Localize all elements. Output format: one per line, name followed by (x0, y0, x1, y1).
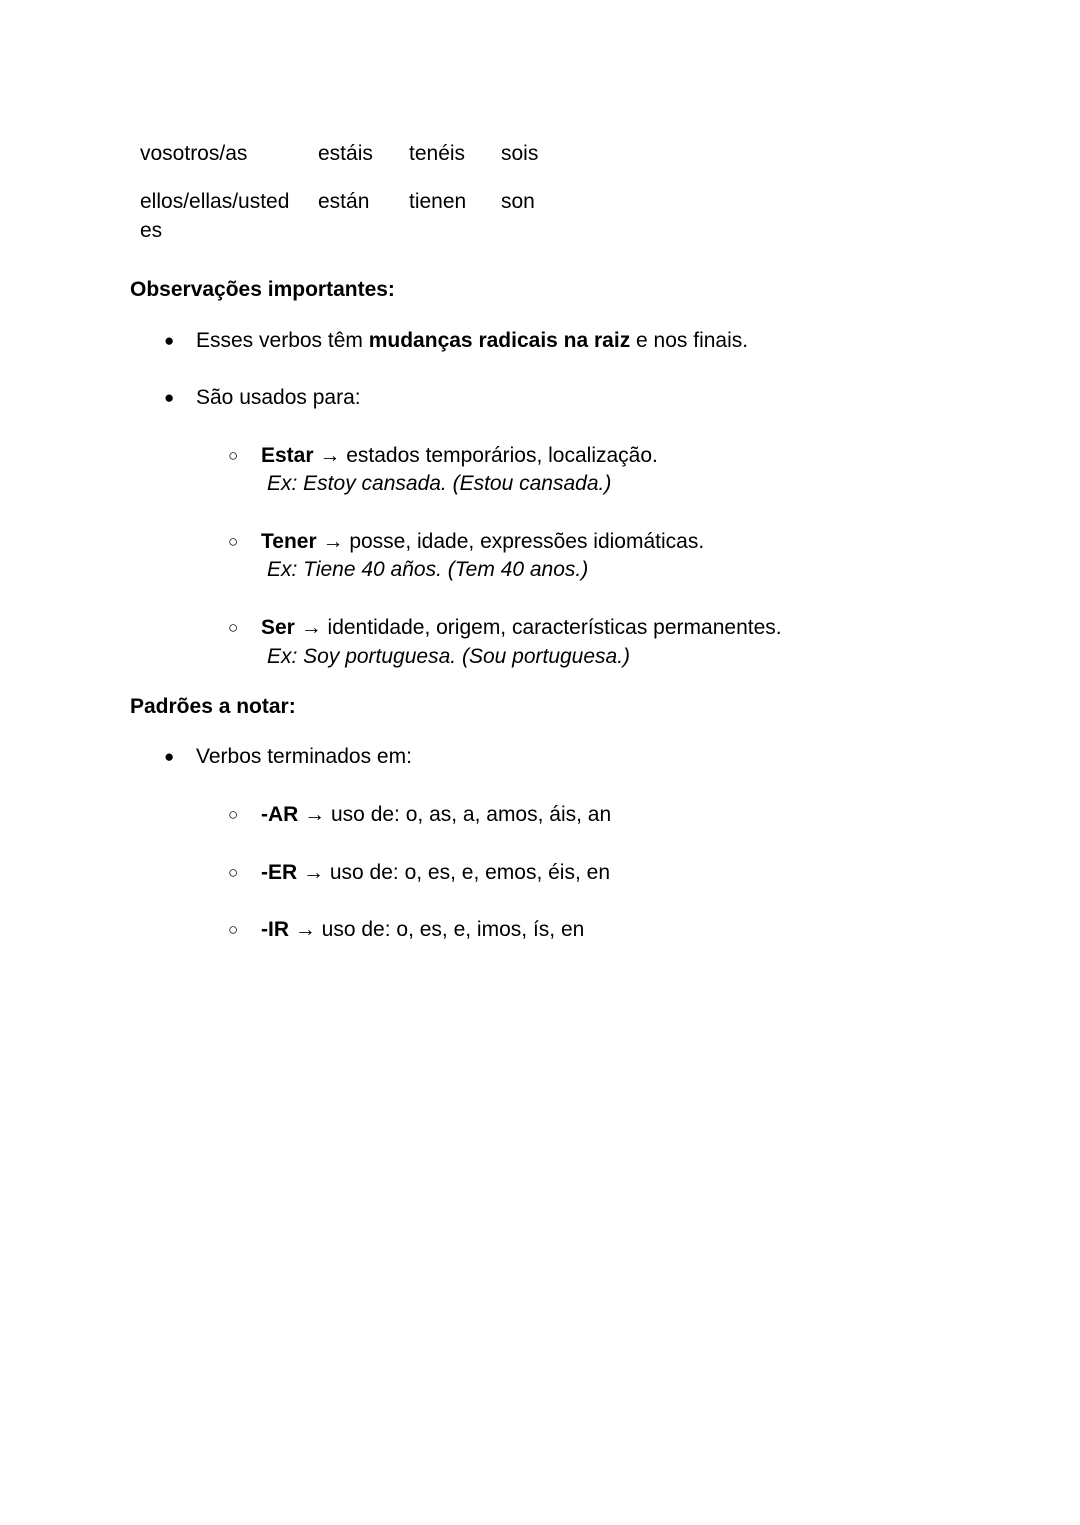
hollow-bullet-icon: ○ (228, 805, 239, 824)
arrow-glyph: → (298, 803, 331, 826)
subitem-tener (261, 527, 704, 556)
ending-ar (261, 800, 611, 829)
arrow-glyph: → (316, 530, 350, 553)
bullet-icon: ● (164, 747, 175, 766)
ending-label: -IR (261, 918, 289, 941)
pronoun-cell: ellos/ellas/usted (140, 190, 290, 213)
ending-er (261, 858, 610, 887)
hollow-bullet-icon: ○ (228, 920, 239, 939)
padroes-heading: Padrões a notar: (130, 695, 296, 718)
verb-label: Estar (261, 444, 314, 467)
ending-label: -ER (261, 861, 298, 884)
example-ser (267, 642, 630, 671)
observacoes-bullet-2: São usados para: (196, 386, 361, 409)
arrow-glyph: → (289, 918, 322, 941)
ending-description: uso de: o, es, e, imos, ís, en (321, 918, 585, 941)
hollow-bullet-icon: ○ (228, 446, 239, 465)
tener-cell: tenéis (409, 142, 466, 165)
pronoun-cell-wrap: es (140, 219, 163, 242)
ser-cell: sois (501, 142, 539, 165)
text-run: e nos finais. (630, 329, 749, 352)
verb-description: estados temporários, localização. (346, 444, 658, 467)
verb-description: posse, idade, expressões idiomáticas. (349, 530, 705, 553)
ending-label: -AR (261, 803, 299, 826)
example-estar (267, 469, 611, 498)
arrow-glyph: → (313, 444, 347, 467)
text-run: Esses verbos têm (196, 329, 369, 352)
hollow-bullet-icon: ○ (228, 618, 239, 637)
example-text: Ex: Soy portuguesa. (Sou portuguesa.) (267, 645, 631, 668)
estar-cell: están (318, 190, 370, 213)
estar-cell: estáis (318, 142, 373, 165)
bullet-icon: ● (164, 331, 175, 350)
verb-description: identidade, origem, características permanentes. (327, 616, 782, 639)
verb-label: Ser (261, 616, 295, 639)
arrow-glyph: → (297, 861, 330, 884)
example-text: Ex: Estoy cansada. (Estou cansada.) (267, 472, 612, 495)
padroes-bullet-1: Verbos terminados em: (196, 745, 412, 768)
subitem-ser (261, 613, 782, 642)
ser-cell: son (501, 190, 535, 213)
bullet-icon: ● (164, 388, 175, 407)
subitem-estar (261, 441, 658, 470)
ending-description: uso de: o, as, a, amos, áis, an (331, 803, 612, 826)
example-text: Ex: Tiene 40 años. (Tem 40 anos.) (267, 558, 589, 581)
hollow-bullet-icon: ○ (228, 532, 239, 551)
observacoes-bullet-1 (196, 326, 748, 355)
bold-text-run: mudanças radicais na raiz (368, 329, 631, 352)
example-tener (267, 555, 588, 584)
verb-label: Tener (261, 530, 317, 553)
hollow-bullet-icon: ○ (228, 863, 239, 882)
observacoes-heading: Observações importantes: (130, 278, 395, 301)
ending-description: uso de: o, es, e, emos, éis, en (329, 861, 611, 884)
tener-cell: tienen (409, 190, 467, 213)
ending-ir (261, 915, 584, 944)
arrow-glyph: → (294, 616, 328, 639)
pronoun-cell: vosotros/as (140, 142, 248, 165)
